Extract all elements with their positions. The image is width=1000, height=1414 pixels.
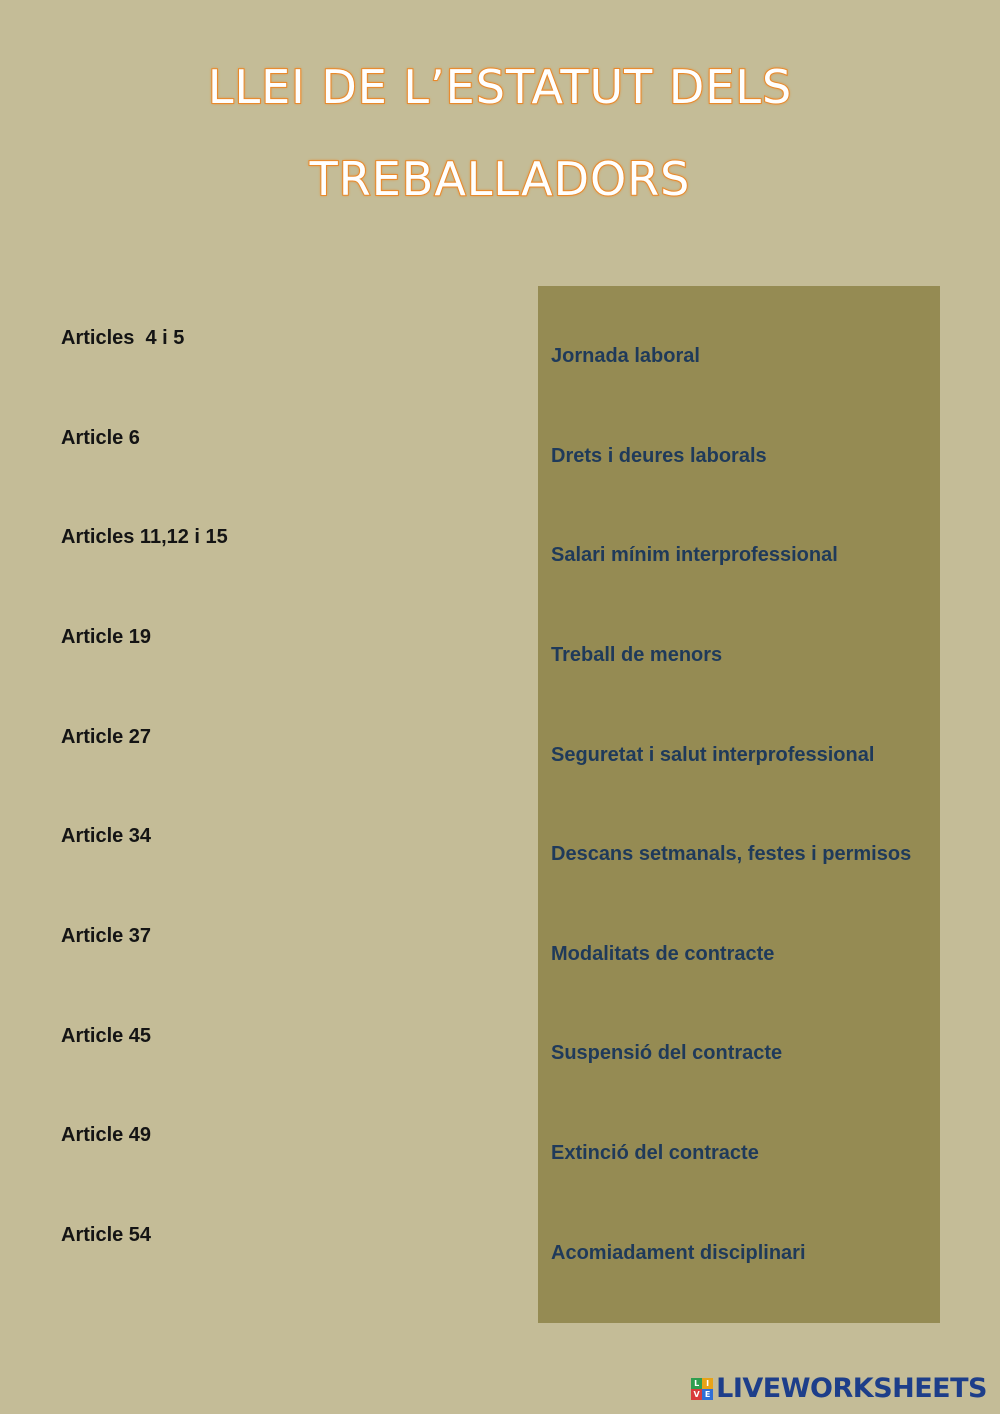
article-item[interactable]: Article 45	[61, 1025, 152, 1047]
article-item[interactable]: Article 49	[61, 1124, 152, 1146]
article-item[interactable]: Article 37	[61, 925, 152, 947]
topic-item[interactable]: Suspensió del contracte	[551, 1042, 783, 1064]
topic-item[interactable]: Jornada laboral	[551, 345, 700, 367]
article-item[interactable]: Article 6	[61, 427, 140, 449]
topic-item[interactable]: Seguretat i salut interprofessional	[551, 744, 875, 766]
topic-item[interactable]: Treball de menors	[551, 644, 723, 666]
article-item[interactable]: Articles 11,12 i 15	[61, 526, 228, 548]
topic-item[interactable]: Extinció del contracte	[551, 1142, 759, 1164]
topic-item[interactable]: Drets i deures laborals	[551, 445, 767, 467]
topic-item[interactable]: Salari mínim interprofessional	[551, 544, 838, 566]
article-item[interactable]: Article 34	[61, 825, 152, 847]
logo-letter: L	[691, 1378, 702, 1389]
worksheet-title-line-2: TREBALLADORS	[309, 152, 691, 206]
liveworksheets-icon	[691, 1378, 713, 1400]
article-item[interactable]: Article 54	[61, 1224, 152, 1246]
worksheet-title-line-1: LLEI DE L’ESTATUT DELS	[207, 60, 793, 114]
topic-item[interactable]: Modalitats de contracte	[551, 943, 775, 965]
topics-panel	[538, 286, 940, 1323]
articles-column	[61, 0, 501, 1414]
liveworksheets-wordmark: LIVEWORKSHEETS	[716, 1373, 987, 1404]
logo-letter: E	[702, 1389, 713, 1400]
logo-letter: I	[702, 1378, 713, 1389]
logo-letter: V	[691, 1389, 702, 1400]
article-item[interactable]: Article 19	[61, 626, 152, 648]
topic-item[interactable]: Descans setmanals, festes i permisos	[551, 843, 912, 865]
topic-item[interactable]: Acomiadament disciplinari	[551, 1242, 806, 1264]
article-item[interactable]: Articles 4 i 5	[61, 327, 185, 349]
liveworksheets-logo	[691, 1373, 987, 1404]
article-item[interactable]: Article 27	[61, 726, 152, 748]
